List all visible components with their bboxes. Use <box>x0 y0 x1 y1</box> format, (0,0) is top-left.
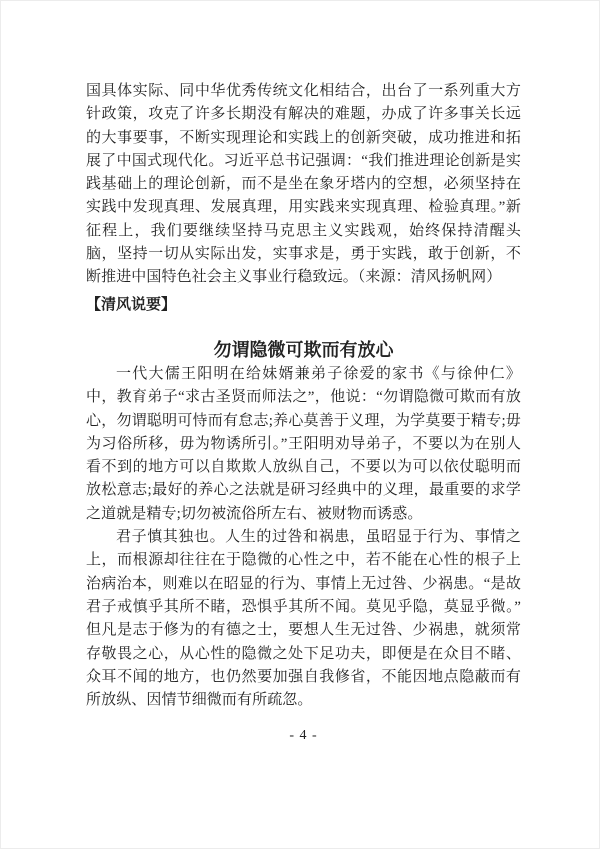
page-text-block <box>86 80 521 746</box>
body-paragraph: 君子慎其独也。人生的过咎和祸患，虽昭显于行为、事情之上，而根源却往往在于隐微的心性之中，若不能在心性的根子上治病治本，则难以在昭显的行为、事情上无过咎、少祸患。“是故君子戒慎乎其所不睹，恐惧乎其所不闻。莫见乎隐，莫显乎微。”但凡是志于修为的有德之士，要想人生无过咎、少祸患，就须常存敬畏之心，从心性的隐微之处下足功夫，即便是在众目不睹、众耳不闻的地方，也仍然要加强自我修省，不能因地点隐蔽而有所放纵、因情节细微而有所疏忽。 <box>86 529 521 709</box>
page-number-footer: - 4 - <box>289 728 318 744</box>
body-paragraph: 一代大儒王阳明在给妹婿兼弟子徐爱的家书《与徐仲仁》中，教育弟子“求古圣贤而师法之”，他说：“勿谓隐微可欺而有放心，勿谓聪明可恃而有怠志;养心莫善于义理，为学莫要于精专;毋为习俗所移，毋为物诱所引。”王阳明劝导弟子，不要以为在别人看不到的地方可以自欺欺人放纵自己，不要以为可以依仗聪明而放松意志;最好的养心之法就是研习经典中的义理，最重要的求学之道就是精专;切勿被流俗所左右、被财物而诱惑。 <box>86 365 521 522</box>
continued-paragraph: 国具体实际、同中华优秀传统文化相结合，出台了一系列重大方针政策，攻克了许多长期没有解决的难题，办成了许多事关长远的大事要事，不断实现理论和实践上的创新突破，成功推进和拓展了中国式现代化。习近平总书记强调：“我们推进理论创新是实践基础上的理论创新，而不是坐在象牙塔内的空想，必须坚持在实践中发现真理、发展真理，用实践来实现真理、检验真理。”新征程上，我们要继续坚持马克思主义实践观，始终保持清醒头脑，坚持一切从实际出发，实事求是，勇于实践，敢于创新，不断推进中国特色社会主义事业行稳致远。（来源：清风扬帆网） <box>86 83 521 286</box>
article-title: 勿谓隐微可欺而有放心 <box>213 339 394 360</box>
section-label: 【清风说要】 <box>86 296 177 313</box>
